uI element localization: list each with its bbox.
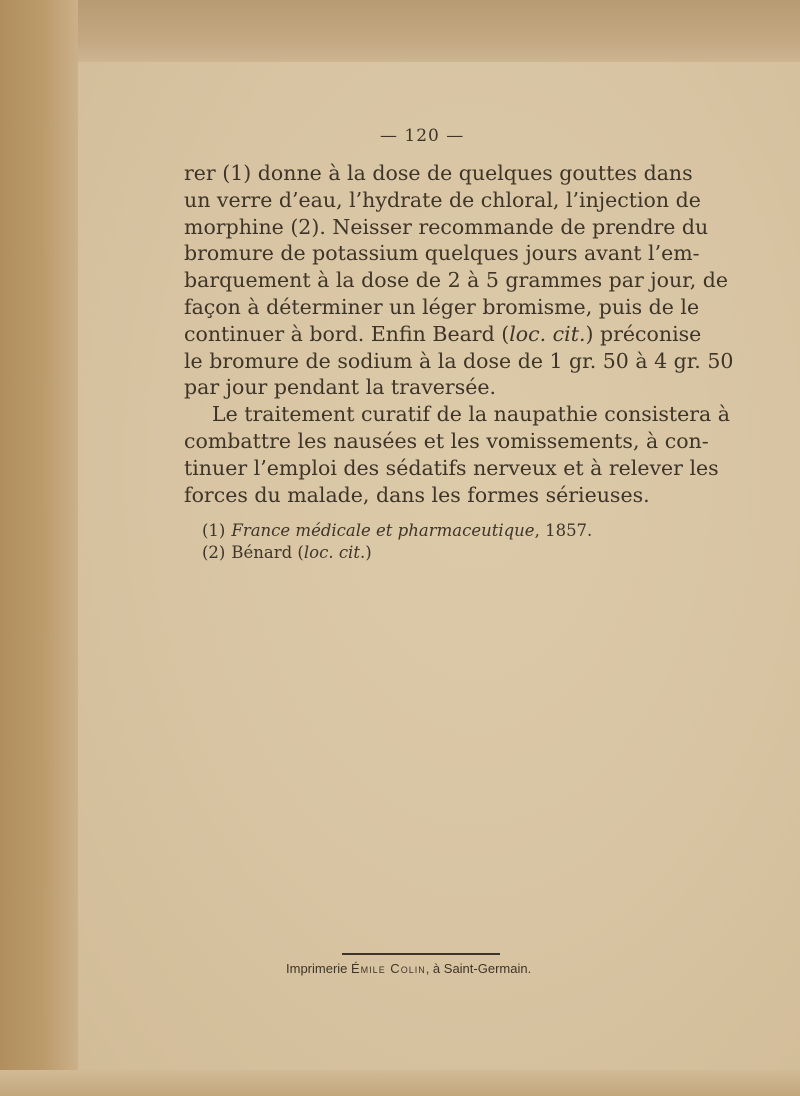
text-line: forces du malade, dans les formes sérieuses. [184,482,650,507]
text-line: morphine (2). Neisser recommande de prendre du [184,214,709,239]
footnote-marker: (1) [202,521,226,540]
text-run: continuer à bord. Enfin Beard ( [184,321,510,346]
footnote-text: Bénard ( [231,543,304,562]
footnote-marker: (2) [202,543,226,562]
scan-left-margin [0,0,78,1096]
text-line: bromure de potassium quelques jours avant l’em- [184,241,700,266]
footnote-1 [202,520,622,542]
footnote-citation: loc. cit. [303,543,366,562]
imprint-suffix: , à Saint-Germain. [425,961,532,976]
body-text [184,160,734,508]
footnotes [202,520,622,564]
text-line: par jour pendant la traversée. [184,375,497,400]
scan-top-margin [0,0,800,62]
page-number-header: — 120 — [380,126,465,146]
imprint-prefix: Imprimerie [286,961,352,976]
text-line: le bromure de sodium à la dose de 1 gr. 50 à 4 gr. 50 [184,348,734,373]
text-line: Le traitement curatif de la naupathie consistera à [212,402,731,427]
text-line: barquement à la dose de 2 à 5 grammes par jour, de [184,268,729,293]
imprint-printer-name: Émile Colin [351,961,426,976]
text-line: façon à déterminer un léger bromisme, puis de le [184,294,700,319]
scan-bottom-margin [0,1070,800,1096]
printer-imprint [286,961,531,976]
footnote-rest: , 1857. [534,521,593,540]
text-line: combattre les nausées et les vomissements, à con- [184,428,709,453]
text-line: un verre d’eau, l’hydrate de chloral, l’injection de [184,187,701,212]
footnote-2 [202,542,622,564]
text-line: rer (1) donne à la dose de quelques gouttes dans [184,161,693,185]
text-line [184,321,702,348]
text-line: tinuer l’emploi des sédatifs nerveux et à relever les [184,455,719,480]
footnote-title: France médicale et pharmaceutique [231,521,535,540]
citation-italic: loc. cit. [509,321,586,346]
footnote-rest: ) [365,543,372,562]
text-run: ) préconise [585,321,702,346]
imprint-rule [342,953,500,955]
